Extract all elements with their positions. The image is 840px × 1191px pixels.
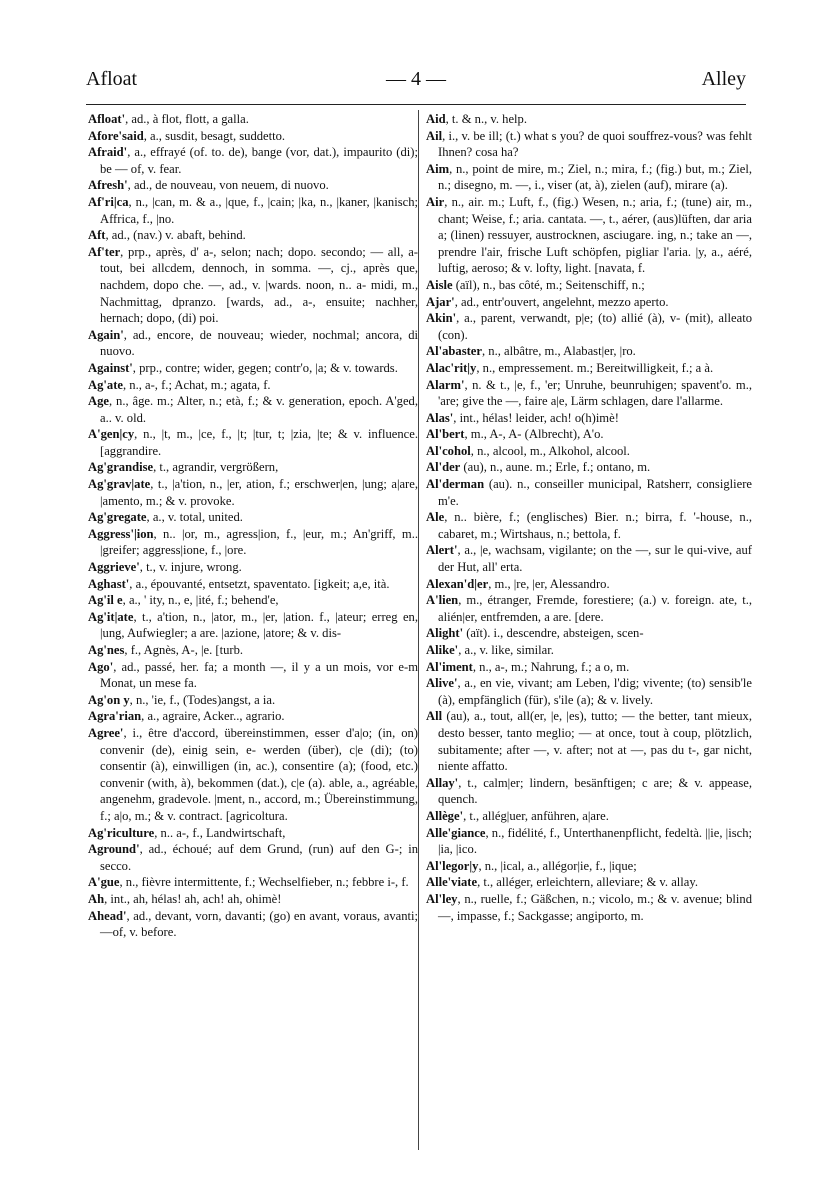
entry-headword: Al'bert <box>426 427 465 442</box>
header-first-word: Afloat <box>86 68 138 90</box>
entry-headword: Alike' <box>426 643 459 657</box>
entry-definition: , n. & t., |e, f., 'er; Unruhe, beunruhigen; spavent'o. m., 'are; give the —, faire a|e, Lärm schlagen, dare l'allarme. <box>438 377 752 409</box>
dictionary-entry <box>88 177 418 194</box>
entry-definition: (aït). i., descendre, absteigen, scen- <box>463 626 644 641</box>
entry-definition: , t., v. injure, wrong. <box>139 560 242 575</box>
dictionary-entry <box>426 659 752 676</box>
entry-definition: , n.. |or, m., agress|ion, f., |eur, m.; An'griff, m.. |greifer; aggress|ione, f., |ore. <box>100 526 418 558</box>
entry-definition: , n., ruelle, f.; Gäßchen, n.; vicolo, m.; & v. avenue; blind —, impasse, f.; Sackgasse; angiporto, m. <box>438 891 752 923</box>
entry-definition: , ad., encore, de nouveau; wieder, nochmal; ancora, di nuovo. <box>100 327 418 359</box>
dictionary-entry <box>88 526 418 559</box>
entry-definition: , n., fidélité, f., Unterthanenpflicht, fedeltà. ||ie, |isch; |ia, |ico. <box>438 825 752 857</box>
dictionary-entry <box>426 808 752 825</box>
entry-headword: Alive' <box>426 676 458 691</box>
dictionary-entry <box>88 725 418 825</box>
entry-headword: Alle'viate <box>426 875 478 890</box>
entry-headword: Ahead' <box>88 908 127 923</box>
entry-definition: , n., |t, m., |ce, f., |t; |tur, t; |zia, |te; & v. influence. [aggrandire. <box>100 427 418 458</box>
entry-definition: , n., 'ie, f., (Todes)angst, a ia. <box>129 692 276 707</box>
entry-definition: , int., hélas! leider, ach! o(h)imè! <box>453 410 619 425</box>
dictionary-entry <box>88 360 418 377</box>
entry-headword: Aim <box>426 161 450 176</box>
dictionary-entry <box>88 476 418 509</box>
dictionary-entry <box>426 360 752 377</box>
dictionary-entry <box>88 111 418 128</box>
dictionary-entry <box>426 576 752 593</box>
dictionary-entry <box>88 659 418 692</box>
entry-headword: Alert' <box>426 543 458 558</box>
entry-definition: , m., A-, A- (Albrecht), A'o. <box>464 427 604 442</box>
entry-definition: , a., v. total, united. <box>146 510 243 525</box>
entry-definition: , a., agraire, Acker.., agrario. <box>141 709 285 724</box>
left-column <box>88 111 418 1181</box>
right-column <box>426 111 752 1181</box>
entry-headword: Al'legor|y <box>426 858 479 873</box>
page-header <box>86 68 746 98</box>
dictionary-entry <box>88 708 418 725</box>
dictionary-entry <box>88 874 418 891</box>
entry-definition: , ad., échoué; auf dem Grund, (run) auf den G-; in secco. <box>100 842 418 873</box>
entry-definition: , a., susdit, besagt, suddetto. <box>143 128 286 143</box>
entry-headword: Allège' <box>426 808 464 823</box>
dictionary-entry <box>88 841 418 874</box>
entry-definition: , n., âge. m.; Alter, n.; età, f.; & v. generation, epoch. A'ged, a.. v. old. <box>100 394 418 425</box>
entry-headword: Alarm' <box>426 377 465 392</box>
entry-headword: Air <box>426 194 445 209</box>
entry-definition: , n., a-, f.; Achat, m.; agata, f. <box>122 377 271 392</box>
dictionary-entry <box>426 775 752 808</box>
entry-headword: Al'abaster <box>426 344 482 359</box>
entry-headword: Afraid' <box>88 145 128 160</box>
entry-headword: Ag'nes <box>88 643 125 657</box>
entry-definition: , int., ah, hélas! ah, ach! ah, ohimè! <box>104 891 282 906</box>
entry-headword: Alexan'd|er <box>426 576 489 591</box>
entry-headword: Aghast' <box>88 576 130 591</box>
entry-definition: , n., |can, m. & a., |que, f., |cain; |ka, n., |kaner, |kanisch; Affrica, f., |no. <box>100 194 418 226</box>
entry-headword: Alas' <box>426 410 454 425</box>
entry-definition: , ad., de nouveau, von neuem, di nuovo. <box>127 178 329 193</box>
entry-definition: , a., effrayé (of. to. de), bange (vor, dat.), impaurito (di); be — of, v. fear. <box>100 145 418 176</box>
entry-definition: , n., albâtre, m., Alabast|er, |ro. <box>481 344 636 359</box>
entry-headword: Ag'riculture <box>88 825 155 840</box>
dictionary-entry <box>426 310 752 343</box>
entry-definition: , t., alléger, erleichtern, alleviare; & v. allay. <box>477 875 699 890</box>
entry-headword: Aisle <box>426 277 453 292</box>
entry-headword: Al'derman <box>426 477 485 492</box>
dictionary-entry <box>426 708 752 774</box>
dictionary-entry <box>88 194 418 227</box>
entry-definition: , n., point de mire, m.; Ziel, n.; mira, f.; (fig.) but, m.; Ziel, n.; disegno, m. —, i., viser (at, à), zielen (auf), mirare (a). <box>438 161 752 193</box>
entry-headword: Afresh' <box>88 178 128 193</box>
entry-headword: Ale <box>426 510 445 525</box>
dictionary-entry <box>88 692 418 709</box>
entry-definition: (au), n., aune. m.; Erle, f.; ontano, m. <box>460 460 651 475</box>
entry-headword: Al'iment <box>426 659 473 674</box>
entry-definition: , n., empressement. m.; Bereitwilligkeit, f.; a à. <box>476 360 714 375</box>
page-number: — 4 — <box>386 68 446 90</box>
entry-headword: Ajar' <box>426 294 455 309</box>
dictionary-entry <box>88 128 418 145</box>
entry-definition: , m., |re, |er, Alessandro. <box>488 576 610 591</box>
entry-headword: Ag'grandise <box>88 460 154 475</box>
dictionary-entry <box>88 459 418 476</box>
entry-definition: , ad., devant, vorn, davanti; (go) en avant, voraus, avanti; —of, v. before. <box>100 908 418 940</box>
dictionary-entry <box>88 559 418 576</box>
entry-headword: Again' <box>88 327 124 342</box>
entry-headword: Af'ter <box>88 244 121 259</box>
entry-definition: (aïl), n., bas côté, m.; Seitenschiff, n.; <box>452 277 645 292</box>
entry-headword: Af'ri|ca <box>88 194 129 209</box>
entry-headword: Ag'gregate <box>88 510 147 525</box>
header-rule <box>86 104 746 105</box>
entry-definition: , t., calm|er; lindern, besänftigen; c are; & v. appease, quench. <box>438 775 752 807</box>
entry-definition: , t., a'tion, n., |ator, m., |er, |ation. f., |ateur; erreg en, |ung, Aufwiegler; a are. |azione, |atore; & v. dis- <box>100 609 418 641</box>
entry-headword: Aground' <box>88 842 140 857</box>
dictionary-entry <box>426 858 752 875</box>
entry-headword: Ag'grav|ate <box>88 477 151 492</box>
dictionary-entry <box>426 476 752 509</box>
dictionary-entry <box>426 542 752 575</box>
dictionary-entry <box>426 675 752 708</box>
dictionary-entry <box>88 393 418 426</box>
entry-definition: , ad., à flot, flott, a galla. <box>125 112 249 126</box>
entry-definition: (au). n., conseiller municipal, Ratsherr, consigliere m'e. <box>438 477 752 508</box>
dictionary-entry <box>88 327 418 360</box>
entry-definition: , n., a-, m.; Nahrung, f.; a o, m. <box>472 659 630 674</box>
dictionary-entry <box>426 128 752 161</box>
dictionary-entry <box>426 592 752 625</box>
entry-headword: Ag'on y <box>88 692 130 707</box>
entry-headword: Ail <box>426 128 443 143</box>
dictionary-entry <box>426 277 752 294</box>
dictionary-entry <box>88 426 418 459</box>
dictionary-entry <box>88 227 418 244</box>
entry-headword: Allay' <box>426 775 459 790</box>
entry-definition: , n., fièvre intermittente, f.; Wechselfieber, n.; febbre i-, f. <box>119 875 409 890</box>
dictionary-entry <box>426 111 752 128</box>
entry-definition: , t., allég|uer, anführen, a|are. <box>463 808 609 823</box>
entry-headword: Ag'ate <box>88 377 123 392</box>
dictionary-entry <box>426 443 752 460</box>
entry-definition: , n., air. m.; Luft, f., (fig.) Wesen, n.; aria, f.; (tune) air, m., chant; Weise, f.; aria. cantata. —, t., aérer, (aus)lüften, dar aria a; (linen) ressuyer, austrocknen, asciugare. ing, n.; take an —, prendre l'air, frische Luft schöpfen, pigliar l'aria. |y, a., aéré, luftig, aeroso; & v. lofty, light. [navata, f. <box>438 194 752 276</box>
dictionary-entry <box>88 377 418 394</box>
dictionary-entry <box>426 426 752 443</box>
entry-definition: , i., être d'accord, übereinstimmen, esser d'a|o; (in, on) convenir (de), einig sein, e- werden (über), c|e (di); (to) consentir (à), einwilligen (in, ac.), consentire (a); (food, etc.) convenir (with, à), bekommen (dat.), c|e (a). able, a., agréable, angenehm, gradevole. |ment, n., accord, m.; Übereinstimmung, f.; a|o, m.; & v. contract. [agricoltura. <box>100 725 418 823</box>
entry-definition: , t., |a'tion, n., |er, ation, f.; erschwer|en, |ung; a|are, |amento, m.; & v. provoke. <box>100 477 418 508</box>
entry-definition: , a., |e, wachsam, vigilante; on the —, sur le qui-vive, auf der Hut, all' erta. <box>438 543 752 575</box>
column-divider <box>418 110 419 1150</box>
entry-headword: A'gen|cy <box>88 427 135 442</box>
entry-definition: , ad., (nav.) v. abaft, behind. <box>105 228 246 243</box>
entry-definition: (au), a., tout, all(er, |e, |es), tutto; — the better, tant mieux, desto besser, tanto meglio; — at once, tout à coup, plötzlich, subitamente; after —, v. after; not at —, pas du t-, gar nicht, niente affatto. <box>438 709 752 774</box>
entry-definition: , a., v. like, similar. <box>458 643 554 657</box>
entry-headword: Al'cohol <box>426 443 471 458</box>
dictionary-entry <box>88 592 418 609</box>
dictionary-entry <box>426 161 752 194</box>
entry-definition: , a., épouvanté, entsetzt, spaventato. [igkeit; a,e, ità. <box>129 576 390 591</box>
dictionary-entry <box>88 509 418 526</box>
dictionary-entry <box>426 194 752 277</box>
dictionary-entry <box>426 825 752 858</box>
entry-headword: Akin' <box>426 311 457 326</box>
entry-headword: Ag'it|ate <box>88 609 134 624</box>
entry-definition: , a., en vie, vivant; am Leben, l'dig; vivente; (to) sensib'le (à), empfänglich (für), s'ile (a); & v. lively. <box>438 676 752 707</box>
dictionary-entry <box>426 509 752 542</box>
dictionary-entry <box>426 891 752 924</box>
entry-definition: , t., agrandir, vergrößern, <box>153 460 279 475</box>
entry-definition: , i., v. be ill; (t.) what s you? de quoi souffrez-vous? was fehlt Ihnen? cosa ha? <box>438 128 752 160</box>
entry-headword: A'gue <box>88 875 120 890</box>
entry-definition: , t. & n., v. help. <box>445 112 527 126</box>
entry-headword: Ago' <box>88 659 114 674</box>
entry-definition: , ad., entr'ouvert, angelehnt, mezzo aperto. <box>454 294 669 309</box>
entry-definition: , f., Agnès, A-, |e. [turb. <box>124 643 244 657</box>
dictionary-entry <box>88 576 418 593</box>
dictionary-entry <box>88 609 418 642</box>
entry-headword: Aggress'|ion <box>88 526 154 541</box>
entry-definition: , n.. a-, f., Landwirtschaft, <box>154 825 286 840</box>
dictionary-entry <box>88 144 418 177</box>
entry-headword: All <box>426 709 443 724</box>
dictionary-entry <box>426 343 752 360</box>
dictionary-entry <box>426 625 752 642</box>
dictionary-entry <box>88 825 418 842</box>
header-last-word: Alley <box>701 68 746 90</box>
dictionary-entry <box>426 294 752 311</box>
entry-definition: , a., ' ity, n., e, |ité, f.; behend'e, <box>122 593 279 608</box>
dictionary-entry <box>88 891 418 908</box>
dictionary-entry <box>426 377 752 410</box>
entry-definition: , n., |ical, a., allégor|ie, f., |ique; <box>478 858 637 873</box>
entry-headword: Ah <box>88 891 105 906</box>
entry-definition: , a., parent, verwandt, p|e; (to) allié (à), v- (mit), alleato (con). <box>438 311 752 342</box>
entry-definition: , n.. bière, f.; (englisches) Bier. n.; birra, f. '-house, n., cabaret, m.; Wirtshaus, n.; bettola, f. <box>438 510 752 541</box>
dictionary-entry <box>88 908 418 941</box>
dictionary-entry <box>426 459 752 476</box>
dictionary-entry <box>426 410 752 427</box>
entry-headword: Al'der <box>426 460 461 475</box>
entry-headword: Agree' <box>88 725 124 740</box>
entry-definition: , m., étranger, Fremde, forestiere; (a.) v. foreign. ate, t., alién|er, entfremden, a are. [dere. <box>438 593 752 624</box>
entry-headword: Aggrieve' <box>88 560 140 575</box>
entry-headword: Aid <box>426 112 446 126</box>
dictionary-entry <box>88 642 418 659</box>
entry-definition: , ad., passé, her. fa; a month —, il y a un mois, vor e-m Monat, un mese fa. <box>100 659 418 691</box>
entry-headword: Agra'rian <box>88 709 142 724</box>
entry-headword: Afloat' <box>88 112 126 126</box>
dictionary-entry <box>88 244 418 327</box>
entry-headword: Alac'rit|y <box>426 360 477 375</box>
dictionary-entry <box>426 874 752 891</box>
entry-headword: Age <box>88 394 109 409</box>
entry-definition: , prp., contre; wider, gegen; contr'o, |a; & v. towards. <box>132 360 398 375</box>
entry-headword: A'lien <box>426 593 459 608</box>
entry-headword: Ag'il e <box>88 593 123 608</box>
entry-headword: Aft <box>88 228 106 243</box>
entry-definition: , n., alcool, m., Alkohol, alcool. <box>470 443 630 458</box>
entry-headword: Afore'said <box>88 128 144 143</box>
entry-headword: Against' <box>88 360 133 375</box>
entry-headword: Al'ley <box>426 891 458 906</box>
entry-headword: Alle'giance <box>426 825 486 840</box>
entry-headword: Alight' <box>426 626 464 641</box>
entry-definition: , prp., après, d' a-, selon; nach; dopo. secondo; — all, a-tout, bei allcdem, dennoch, in somma. —, cj., après que, nachdem, dopo che. —, ad., v. |wards. noon, n.. a- midi, m., Nachmittag, dpranzo. [wards, ad., a-, ensuite; nachher, hernach; dopo, (di) poi. <box>100 244 418 326</box>
dictionary-entry <box>426 642 752 659</box>
